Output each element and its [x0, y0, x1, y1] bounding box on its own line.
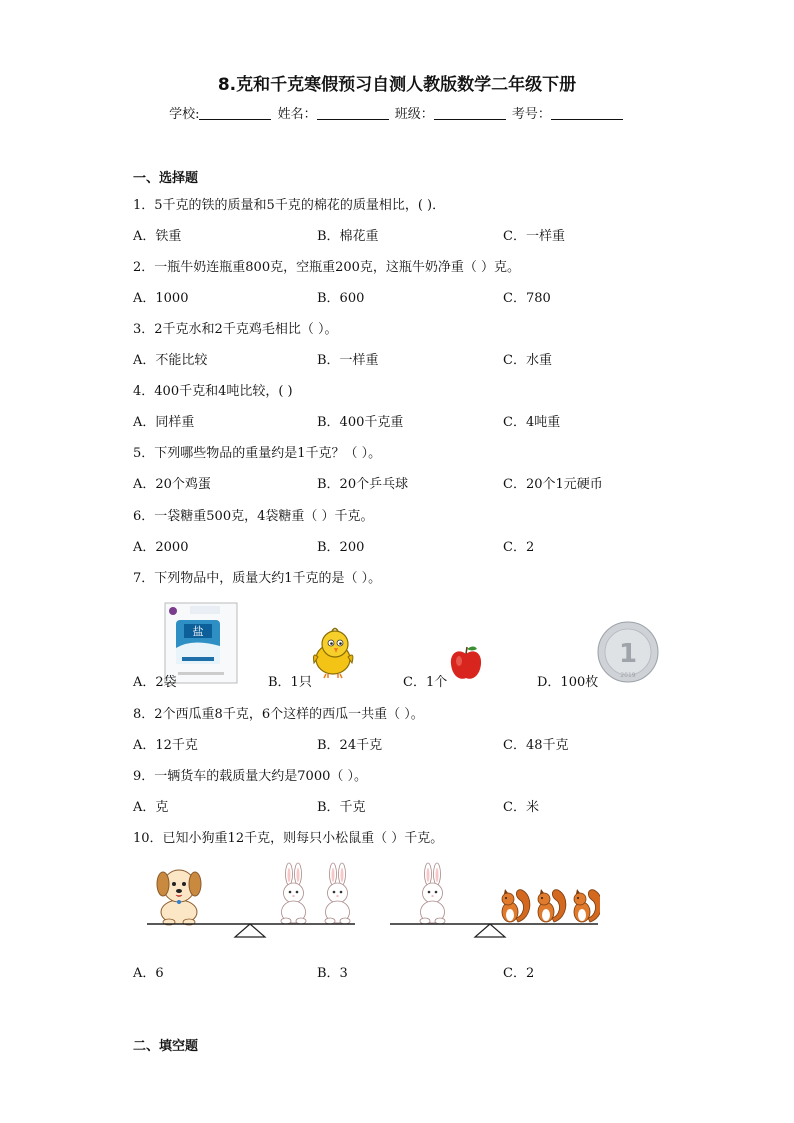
question-2: 2．一瓶牛奶连瓶重800克，空瓶重200克，这瓶牛奶净重（ ）克。 — [133, 260, 521, 275]
q3-option-b[interactable]: B．一样重 — [317, 353, 379, 368]
name-blank[interactable] — [317, 107, 389, 120]
question-8: 8．2个西瓜重8千克，6个这样的西瓜一共重（ ）。 — [133, 707, 424, 722]
q10-option-c[interactable]: C．2 — [503, 966, 535, 981]
coin-year: 2019 — [620, 672, 636, 679]
student-info-line — [0, 103, 794, 122]
q10-option-a[interactable]: A．6 — [133, 966, 164, 981]
balance-dog-rabbits-image — [145, 860, 357, 940]
q7-option-a[interactable]: A．2袋 — [133, 675, 177, 690]
coin-denomination: 1 — [618, 639, 638, 669]
squirrel-icon — [574, 889, 600, 922]
question-9: 9．一辆货车的载质量大约是7000（ ）。 — [133, 769, 367, 784]
q9-option-b[interactable]: B．千克 — [317, 800, 366, 815]
q1-option-c[interactable]: C．一样重 — [503, 229, 565, 244]
page-title: 8.克和千克寒假预习自测人教版数学二年级下册 — [217, 75, 577, 95]
school-blank[interactable] — [199, 107, 271, 120]
question-5: 5．下列哪些物品的重量约是1千克？（ ）。 — [133, 446, 382, 461]
q7-option-c[interactable]: C．1个 — [403, 675, 448, 690]
q5-option-a[interactable]: A．20个鸡蛋 — [133, 477, 211, 492]
q9-option-a[interactable]: A．克 — [133, 800, 169, 815]
q6-option-b[interactable]: B．200 — [317, 540, 365, 555]
q7-option-d[interactable]: D．100枚 — [537, 675, 599, 690]
squirrel-icon — [502, 889, 530, 922]
q4-option-b[interactable]: B．400千克重 — [317, 415, 404, 430]
exam-number-blank[interactable] — [551, 107, 623, 120]
question-1: 1．5千克的铁的质量和5千克的棉花的质量相比，( )． — [133, 198, 446, 213]
rabbit-icon — [281, 863, 306, 924]
q9-option-c[interactable]: C．米 — [503, 800, 539, 815]
q2-option-c[interactable]: C．780 — [503, 291, 551, 306]
q4-option-a[interactable]: A．同样重 — [133, 415, 195, 430]
section-fill-in-heading: 二、填空题 — [133, 1039, 199, 1054]
q8-option-a[interactable]: A．12千克 — [133, 738, 198, 753]
question-3: 3．2千克水和2千克鸡毛相比（ ）。 — [133, 322, 338, 337]
q7-option-b[interactable]: B．1只 — [268, 675, 312, 690]
name-label: 姓名： — [277, 107, 317, 122]
question-4: 4．400千克和4吨比较，( ) — [133, 384, 293, 399]
section-choice-heading: 一、选择题 — [133, 171, 199, 186]
q8-option-b[interactable]: B．24千克 — [317, 738, 383, 753]
q5-option-c[interactable]: C．20个1元硬币 — [503, 477, 603, 492]
balance-rabbit-squirrels-image — [388, 860, 600, 940]
exam-number-label: 考号： — [511, 107, 551, 122]
q6-option-c[interactable]: C．2 — [503, 540, 535, 555]
salt-character: 盐 — [192, 625, 204, 638]
q1-option-a[interactable]: A．铁重 — [133, 229, 182, 244]
q1-option-b[interactable]: B．棉花重 — [317, 229, 379, 244]
school-label: 学校: — [169, 107, 200, 122]
rabbit-icon — [420, 863, 445, 924]
q4-option-c[interactable]: C．4吨重 — [503, 415, 561, 430]
rabbit-icon — [325, 863, 350, 924]
q2-option-a[interactable]: A．1000 — [133, 291, 189, 306]
squirrel-icon — [538, 889, 566, 922]
coin-image — [597, 621, 659, 683]
class-label: 班级： — [394, 107, 434, 122]
q3-option-a[interactable]: A．不能比较 — [133, 353, 208, 368]
q10-option-b[interactable]: B．3 — [317, 966, 348, 981]
question-10: 10．已知小狗重12千克，则每只小松鼠重（ ）千克。 — [133, 831, 444, 846]
dog-icon — [157, 870, 201, 925]
q5-option-b[interactable]: B．20个乒乓球 — [317, 477, 409, 492]
question-6: 6．一袋糖重500克，4袋糖重（ ）千克。 — [133, 509, 374, 524]
q8-option-c[interactable]: C．48千克 — [503, 738, 569, 753]
q6-option-a[interactable]: A．2000 — [133, 540, 189, 555]
question-7: 7．下列物品中，质量大约1千克的是（ ）。 — [133, 571, 382, 586]
chick-image — [310, 627, 356, 679]
q2-option-b[interactable]: B．600 — [317, 291, 365, 306]
class-blank[interactable] — [434, 107, 506, 120]
apple-image — [448, 644, 484, 682]
q3-option-c[interactable]: C．水重 — [503, 353, 552, 368]
